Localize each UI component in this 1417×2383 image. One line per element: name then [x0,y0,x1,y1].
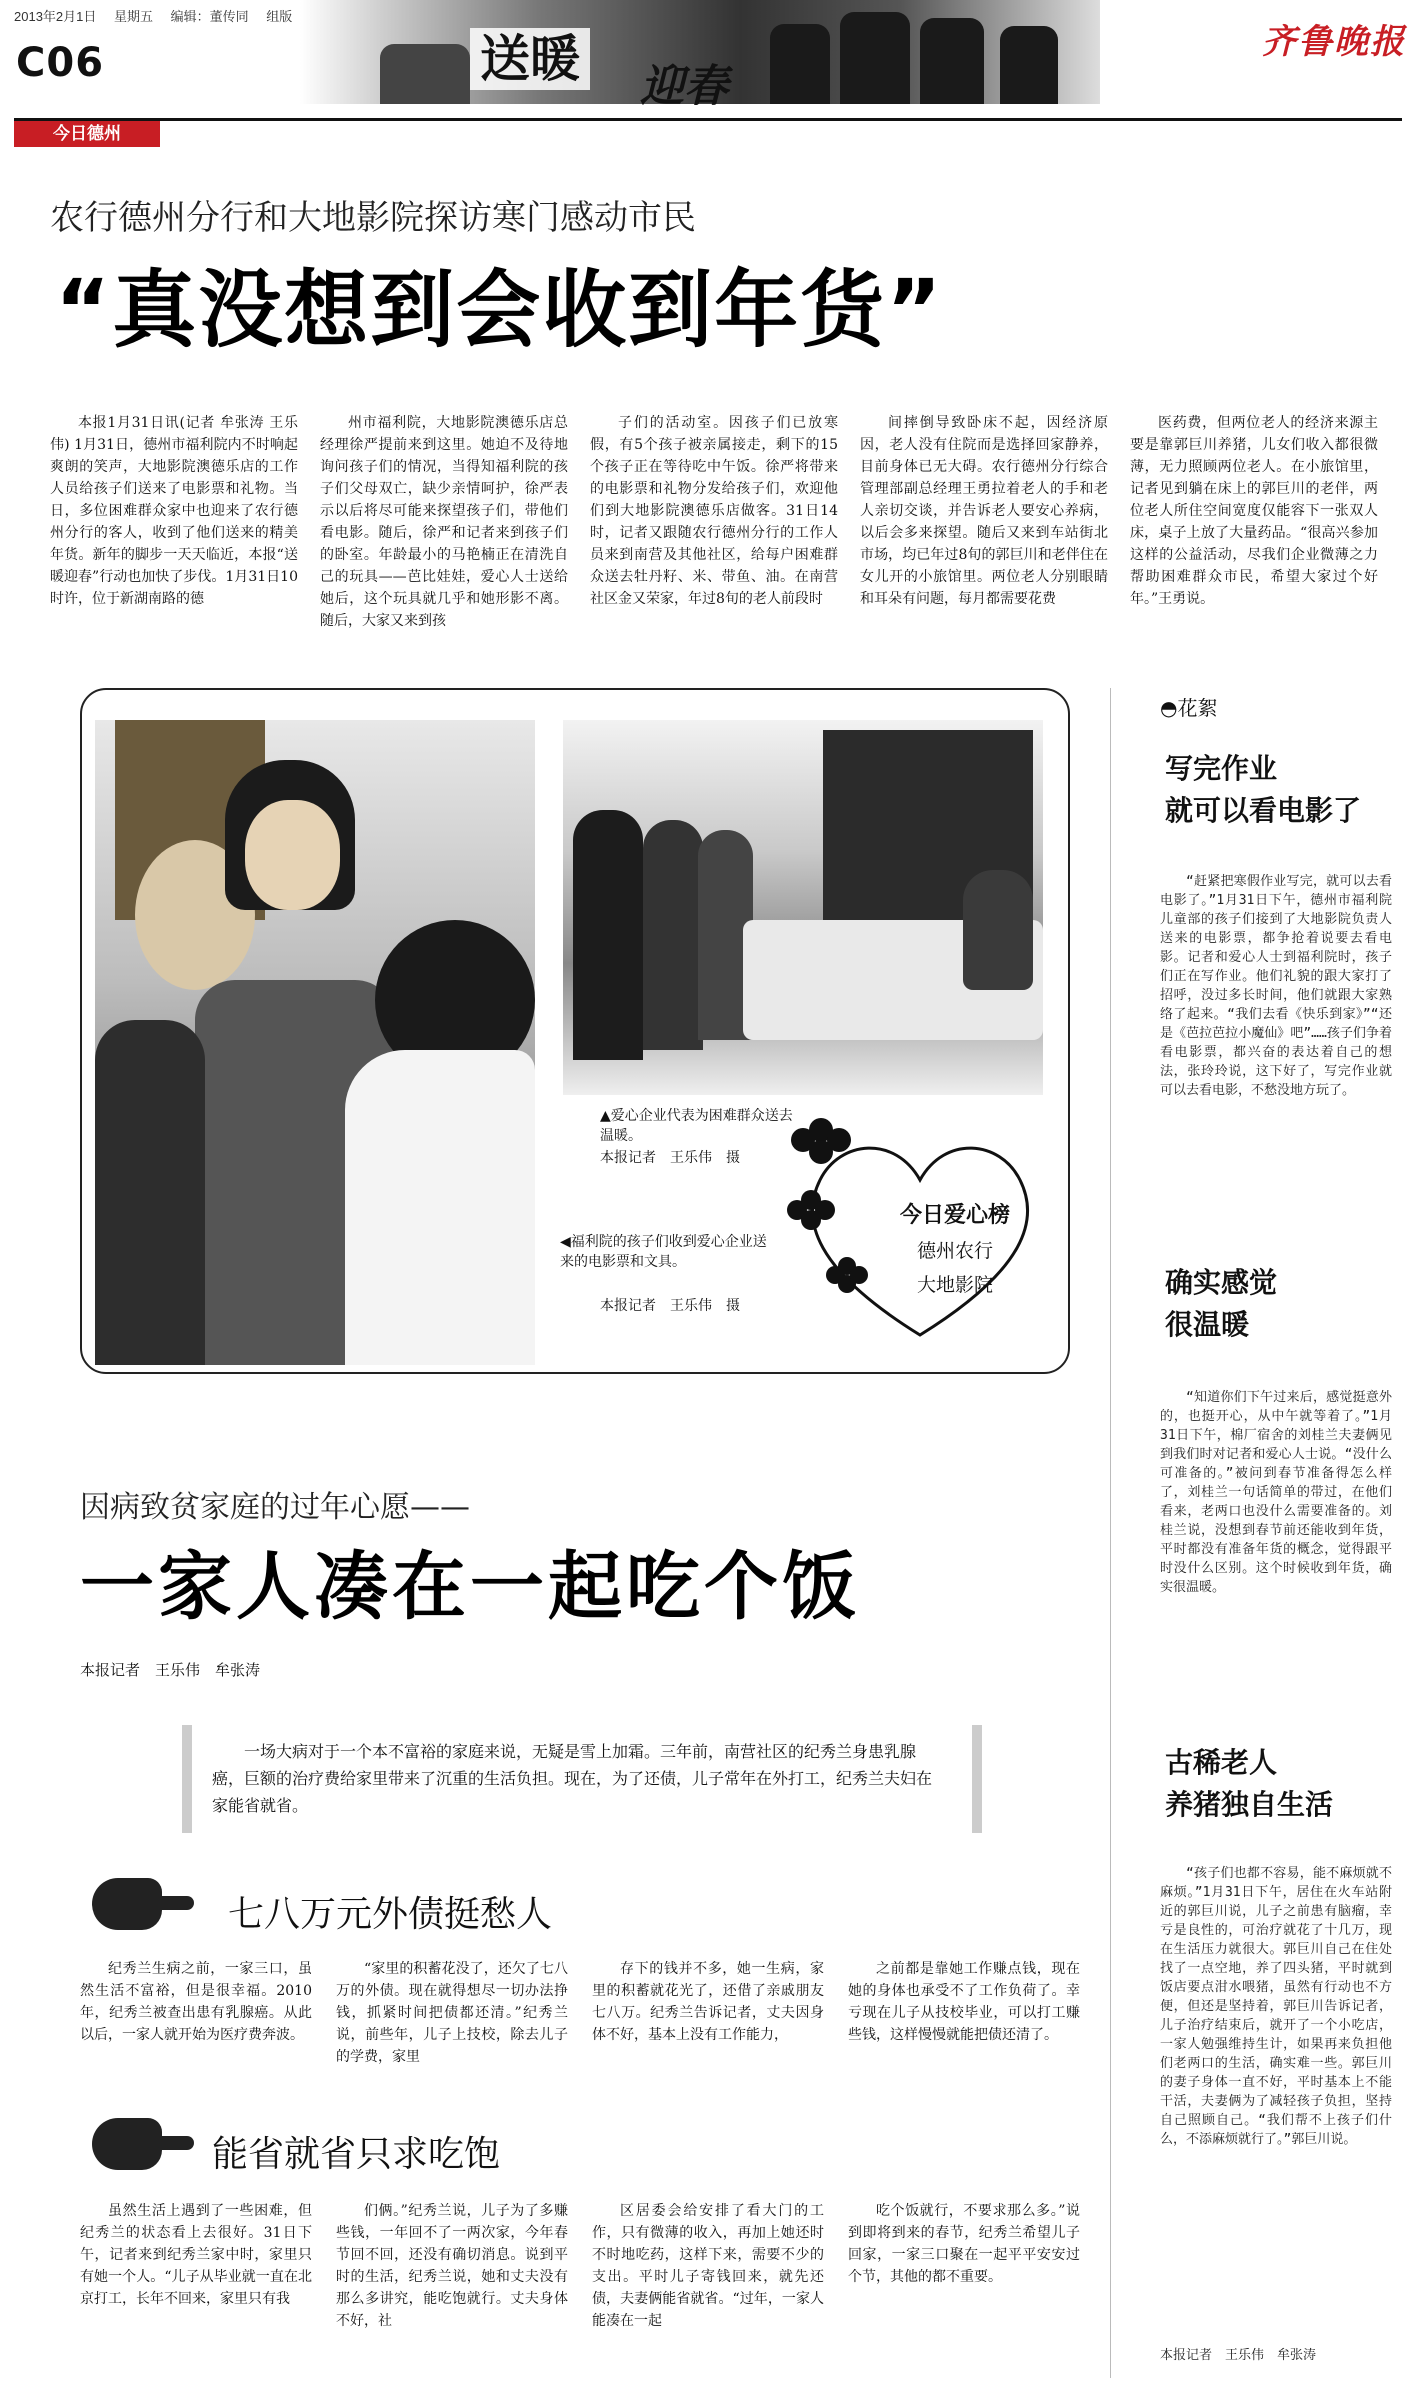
article2-subhead1: 七八万元外债挺愁人 [228,1894,553,1935]
caption-bottom-credit: 本报记者 王乐伟 摄 [600,1298,740,1314]
article1-body [50,412,1390,652]
pointing-hand-icon [92,1878,162,1930]
article2-column: 们俩。”纪秀兰说，儿子为了多赚些钱，一年回不了一两次家，今年春节回不回，还没有确切消息。说到平时的生活，纪秀兰说，她和丈夫没有那么多讲究，能吃饱就行。丈夫身体不好，社 [336,2203,568,2329]
article2-lead: 一场大病对于一个本不富裕的家庭来说，无疑是雪上加霜。三年前，南营社区的纪秀兰身患乳腺癌，巨额的治疗费给家里带来了沉重的生活负担。现在，为了还债，儿子常年在外打工，纪秀兰夫妇在家能省就省。 [212,1742,933,1815]
masthead-date: 2013年2月1日 [14,9,97,24]
article2-section2-body [80,2200,1080,2376]
masthead-weekday: 星期五 [114,9,154,24]
article1-title: “真没想到会收到年货” [55,261,944,359]
article2-column: 虽然生活上遇到了一些困难，但纪秀兰的状态看上去很好。31日下午，记者来到纪秀兰家中时，家里只有她一个人。“儿子从毕业就一直在北京打工，长年不回来，家里只有我 [80,2203,312,2307]
article2-pretitle: 因病致贫家庭的过年心愿—— [80,1490,470,1525]
love-badge-line2: 大地影院 [916,1274,993,1296]
banner-subtitle: 迎春 [640,61,728,112]
article1-column: 州市福利院，大地影院澳德乐店总经理徐严提前来到这里。她迫不及待地询问孩子们的情况，当得知福利院的孩子们父母双亡，缺少亲情呵护，徐严表示以后将尽可能来探望孩子们，带他们看电影。随后，徐严和记者来到孩子们的卧室。年龄最小的马艳楠正在清洗自己的玩具——芭比娃娃，爱心人士送给她后，这个玩具就几乎和她形影不离。随后，大家又来到孩 [320,415,568,629]
article1-pretitle: 农行德州分行和大地影院探访寒门感动市民 [50,198,696,238]
sidebar-item1-heading: 写完作业 就可以看电影了 [1165,752,1362,827]
article1-column: 子们的活动室。因孩子们已放寒假，有5个孩子被亲属接走，剩下的15个孩子正在等待吃中午饭。徐严将带来的电影票和礼物分发给孩子们，欢迎他们到大地影院澳德乐店做客。31日14时，记者又跟随农行德州分行的工作人员来到南营及其他社区，给每户困难群众送去牡丹籽、米、带鱼、油。在南营社区金又荣家，年过8旬的老人前段时 [590,415,838,607]
page-number: C06 [16,40,105,86]
caption-top: ▲爱心企业代表为困难群众送去温暖。 [600,1108,793,1144]
article2-column: 区居委会给安排了看大门的工作，只有微薄的收入，再加上她还时不时地吃药，这样下来，需要不少的支出。平时儿子寄钱回来，就先还债，夫妻俩能省就省。“过年，一家人能凑在一起 [592,2203,824,2329]
sidebar-item3-body: “孩子们也都不容易，能不麻烦就不麻烦。”1月31日下午，居住在火车站附近的郭巨川说，儿子之前患有脑瘤，幸亏是良性的，可治疗就花了十几万，现在生活压力就很大。郭巨川自己在住处找了一点空地，养了四头猪，平时就到饭店要点泔水喂猪，虽然有行动也不方便，但还是坚持着，郭巨川告诉记者，儿子治疗结束后，就开了一个小吃店，一家人勉强维持生计，如果再来负担他们老两口的生活，确实难一些。郭巨川的妻子身体一直不好，平时基本上不能干活，夫妻俩为了减轻孩子负担，坚持自己照顾自己。“我们帮不上孩子们什么，不添麻烦就行了。”郭巨川说。 [1160,1866,1392,2147]
masthead-meta [14,6,306,25]
sidebar-item1-body: “赶紧把寒假作业写完，就可以去看电影了。”1月31日下午，德州市福利院儿童部的孩子们接到了大地影院负责人送来的电影票，都争抢着说要去看电影。记者和爱心人士到福利院时，孩子们正在写作业。他们礼貌的跟大家打了招呼，没过多长时间，他们就跟大家熟络了起来。“我们去看《快乐到家》”“还是《芭拉芭拉小魔仙》吧”……孩子们争着看电影票，都兴奋的表达着自己的想法，张玲玲说，这下好了，写完作业就可以去看电影，不愁没地方玩了。 [1160,874,1392,1098]
article2-byline: 本报记者 王乐伟 牟张涛 [80,1661,261,1679]
article1-column: 医药费，但两位老人的经济来源主要是靠郭巨川养猪，儿女们收入都很微薄，无力照顾两位老人。在小旅馆里，记者见到躺在床上的郭巨川的老伴，两位老人所住空间宽度仅能容下一张双人床，桌子上放了大量药品。“很高兴参加这样的公益活动，尽我们企业微薄之力帮助困难群众市民，希望大家过个好年。”王勇说。 [1130,415,1378,607]
sidebar-rule [1110,688,1111,2378]
banner-title: 送暖 [470,28,590,90]
love-badge-title: 今日爱心榜 [899,1203,1010,1228]
masthead-rule [14,118,1402,121]
sidebar-item2-body: “知道你们下午过来后，感觉挺意外的，也挺开心，从中午就等着了。”1月31日下午，棉厂宿舍的刘桂兰夫妻俩见到我们时对记者和爱心人士说。“没什么可准备的。”被问到春节准备得怎么样了，刘桂兰一句话简单的带过，在他们看来，老两口也没什么需要准备的。刘桂兰说，没想到春节前还能收到年货，平时都没有准备年货的概念，觉得跟平时没什么区别。这个时候收到年货，确实很温暖。 [1160,1390,1392,1595]
article2-column: 之前都是靠她工作赚点钱，现在她的身体也承受不了工作负荷了。幸亏现在儿子从技校毕业，可以打工赚些钱，这样慢慢就能把债还清了。 [848,1961,1080,2043]
photo-children-gifts [95,720,535,1365]
caption-bottom: ◀福利院的孩子们收到爱心企业送来的电影票和文具。 [560,1234,767,1270]
article2-title: 一家人凑在一起吃个饭 [80,1544,860,1630]
masthead-editor: 编辑：董传同 [170,9,249,24]
article2-column: “家里的积蓄花没了，还欠了七八万的外债。现在就得想尽一切办法挣钱，抓紧时间把债都还清。”纪秀兰说，前些年，儿子上技校，除去儿子的学费，家里 [336,1961,568,2065]
masthead-layout: 组版 [266,9,293,24]
section-tag: 今日德州 [14,121,160,147]
love-badge-line1: 德州农行 [916,1240,993,1262]
article2-column: 存下的钱并不多，她一生病，家里的积蓄就花光了，还借了亲戚朋友七八万。纪秀兰告诉记者，丈夫因身体不好，基本上没有工作能力， [592,1961,824,2043]
sidebar-item2-heading: 确实感觉 很温暖 [1165,1266,1278,1341]
article1-column: 本报1月31日讯(记者 牟张涛 王乐伟) 1月31日，德州市福利院内不时响起爽朗的笑声，大地影院澳德乐店的工作人员给孩子们送来了电影票和礼物。当日，多位困难群众家中也迎来了农行德州分行的客人，收到了他们送来的精美年货。新年的脚步一天天临近，本报“送暖迎春”行动也加快了步伐。1月31日10时许，位于新湖南路的德 [50,415,298,607]
article1-column: 间摔倒导致卧床不起，因经济原因，老人没有住院而是选择回家静养，目前身体已无大碍。农行德州分行综合管理部副总经理王勇拉着老人的手和老人亲切交谈，并告诉老人要安心养病，以后会多来探望。随后又来到车站街北市场，均已年过8旬的郭巨川和老伴住在女儿开的小旅馆里。两位老人分别眼睛和耳朵有问题，每月都需要花费 [860,415,1108,607]
article2-column: 吃个饭就行，不要求那么多。”说到即将到来的春节，纪秀兰希望儿子回家，一家三口聚在一起平平安安过个节，其他的都不重要。 [848,2203,1080,2285]
article2-section1-body [80,1958,1080,2108]
newspaper-logo: 齐鲁晚报 [1262,22,1406,62]
pointing-hand-icon [92,2118,162,2170]
photo-elderly-visit [563,720,1043,1095]
caption-top-credit: 本报记者 王乐伟 摄 [600,1150,740,1166]
sidebar-item3-heading: 古稀老人 养猪独自生活 [1165,1746,1334,1821]
article2-subhead2: 能省就省只求吃饱 [212,2134,501,2175]
article2-column: 纪秀兰生病之前，一家三口，虽然生活不富裕，但是很幸福。2010年，纪秀兰被查出患有乳腺癌。从此以后，一家人就开始为医疗费奔波。 [80,1961,312,2043]
sidebar-item3-byline: 本报记者 王乐伟 牟张涛 [1160,2348,1317,2363]
sidebar-label: ◓花絮 [1160,696,1218,720]
sidebar-bullet-icon: ◓ [1160,696,1178,720]
